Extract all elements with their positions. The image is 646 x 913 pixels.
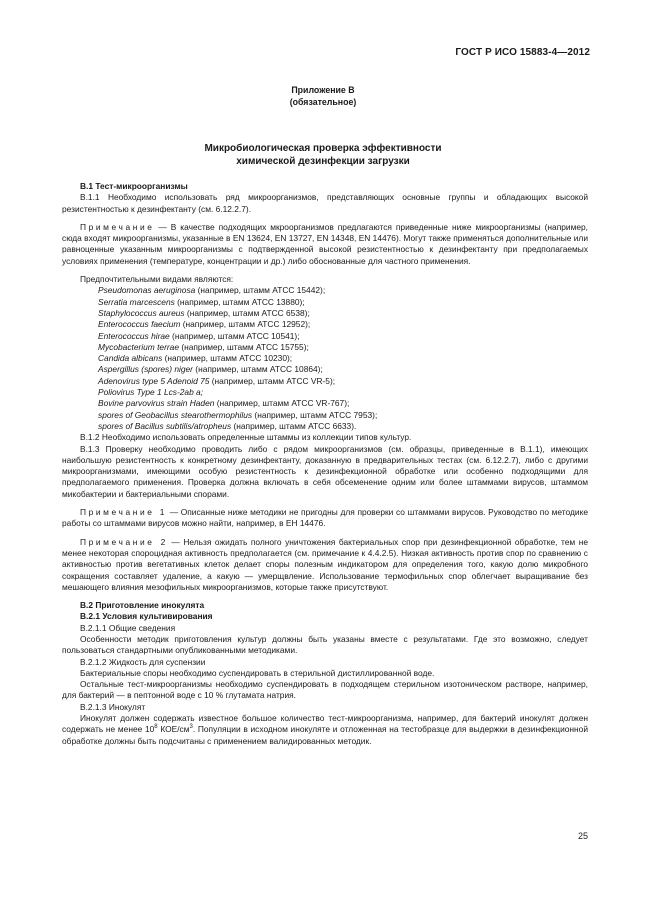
text-part: . Популяции в исходном инокуляте и отложенная на тестобразце для выдержки в дезинфекционной обработке должны быть подсчитаны с применением валидированных методик. bbox=[62, 724, 588, 746]
organism-name: Candida albicans bbox=[98, 353, 163, 364]
paragraph: В.1.3 Проверку необходимо проводить либо с рядом микроорганизмов (см. образцы, приведенные в В.1.1), имеющих наибольшую резистентность к конкретному дезинфектанту, доказанную в предварительных тестах (см. 6.12.2.7), либо с другими микроорганизмами, имеющими особую резистентность к дезинфекционной обработке или особенно подходящими для предполагаемого применения. Проверка должна включать в себя обсеменение одним или более штаммами вирусов, штаммом микобактерии и бактериальными спорами. bbox=[62, 443, 588, 499]
organism-item bbox=[80, 319, 588, 330]
organism-name: Staphylococcus aureus bbox=[98, 307, 185, 318]
paragraph: Остальные тест-микроорганизмы необходимо суспендировать в подходящем стерильном изотоническом растворе, например, для бактерий — в пептонной воде с 10 % глутамата натрия. bbox=[62, 679, 588, 701]
organism-name: Poliovirus Type 1 Lcs-2ab a; bbox=[98, 387, 204, 398]
list-intro: Предпочтительными видами являются: bbox=[80, 274, 234, 285]
note bbox=[62, 507, 588, 530]
paragraph bbox=[62, 713, 588, 747]
organism-name: Bovine parvovirus strain Haden bbox=[98, 398, 215, 409]
organism-list bbox=[62, 274, 588, 432]
organism-strain: (например, штамм АТСС 13880); bbox=[174, 296, 305, 307]
document-title-line2: химической дезинфекции загрузки bbox=[236, 156, 410, 167]
note-label: Примечание bbox=[80, 221, 155, 232]
text-part: Инокулят должен содержать известное большое количество тест-микроорганизма, например, для бактерий инокулят должен содержать не менее 10 bbox=[62, 713, 588, 735]
subsection-heading: В.2.1 Условия культивирования bbox=[80, 611, 213, 622]
paragraph: В.1.1 Необходимо использовать ряд микроорганизмов, представляющих основные группы и обладающих высокой резистентностью к дезинфектанту (см. 6.12.2.7). bbox=[62, 192, 588, 214]
subsection-title: В.2.1.3 Инокулят bbox=[80, 701, 146, 712]
organism-name: Adenovirus type 5 Adenoid 75 bbox=[98, 375, 210, 386]
organism-item bbox=[80, 376, 588, 387]
note-label: Примечание 2 bbox=[80, 536, 168, 547]
subsection-title: В.2.1.2 Жидкость для суспензии bbox=[80, 656, 206, 667]
organism-item bbox=[80, 342, 588, 353]
organism-item bbox=[80, 353, 588, 364]
organism-item bbox=[80, 387, 588, 398]
organism-name: Mycobacterium terrae bbox=[98, 341, 179, 352]
page-number: 25 bbox=[577, 831, 588, 841]
organism-strain: (например, штамм АТСС VR-767); bbox=[214, 398, 350, 409]
note-text: — Нельзя ожидать полного уничтожения бактериальных спор при дезинфекционной обработке, тем не менее некоторая спороцидная активность предполагается (см. примечание к 4.4.2.5). Низкая активность против спор по сравнению с активностью против вегетативных клеток делает споры полезным индикатором для определения того, какую долю микробного сокращения составляет удаление, а какую — умерщвление. Использование термофильных спор облегчает выращивание без мешающего влияния мезофильных микроорганизмов, которые также присутствуют. bbox=[62, 536, 588, 592]
organism-strain: (например, штамм АТСС 12952); bbox=[180, 319, 311, 330]
superscript: 8 bbox=[154, 724, 158, 731]
organism-item bbox=[80, 297, 588, 308]
organism-item bbox=[80, 421, 588, 432]
organism-name: spores of Geobacillus stearothermophilus bbox=[98, 409, 253, 420]
annex-heading bbox=[0, 85, 646, 108]
organism-name: spores of Bacillus subtilis/atropheus bbox=[98, 420, 232, 431]
organism-item bbox=[80, 364, 588, 375]
document-title-line1: Микробиологическая проверка эффективности bbox=[204, 143, 442, 154]
document-body bbox=[62, 181, 588, 747]
note bbox=[62, 537, 588, 593]
note-text: — В качестве подходящих мкроорганизмов предлагаются приведенные ниже микроорганизмы (например, сюда входят микроорганизмы, указанные в EN 13624, EN 13727, EN 14348, EN 14476). Могут также применяться дополнительные или равноценные указанным микроорганизмы с подтвержденной высокой резистентностью к дезинфектанту при предполагаемых условиях применения (температуре, концентрации и др.) либо обоснованные для частного применения. bbox=[62, 221, 588, 266]
paragraph: Бактериальные споры необходимо суспендировать в стерильной дистиллированной воде. bbox=[80, 667, 435, 678]
annex-status: (обязательное) bbox=[289, 96, 357, 107]
text-part: КОЕ/см bbox=[157, 724, 190, 735]
organism-name: Enterococcus faecium bbox=[98, 319, 181, 330]
organism-name: Serratia marcescens bbox=[98, 296, 175, 307]
organism-strain: (например, штамм АТСС 10541); bbox=[169, 330, 300, 341]
section-heading: В.2 Приготовление инокулята bbox=[80, 600, 205, 611]
subsection-title: В.2.1.1 Общие сведения bbox=[80, 622, 176, 633]
organism-item bbox=[80, 410, 588, 421]
organism-name: Pseudomonas aeruginosa bbox=[98, 285, 196, 296]
superscript: 3 bbox=[189, 724, 193, 731]
organism-strain: (например, штамм АТСС 6538); bbox=[184, 307, 310, 318]
organism-strain: (например, штамм АТСС 10864); bbox=[192, 364, 323, 375]
paragraph: Особенности методик приготовления культур должны быть указаны вместе с результатами. Где это возможно, следует пользоваться стандартными опубликованными методиками. bbox=[62, 633, 588, 656]
organism-strain: (например, штамм АТСС 10230); bbox=[162, 353, 293, 364]
note bbox=[62, 222, 588, 267]
organism-strain: (например, штамм АТСС 15442); bbox=[195, 285, 326, 296]
organism-item bbox=[80, 398, 588, 409]
organism-strain: (например, штамм АТСС 7953); bbox=[252, 409, 378, 420]
standard-number: ГОСТ Р ИСО 15883-4—2012 bbox=[455, 47, 590, 58]
organism-item bbox=[80, 308, 588, 319]
organism-name: Enterococcus hirae bbox=[98, 330, 170, 341]
organism-strain: (например, штамм АТСС 15755); bbox=[179, 341, 309, 352]
organism-strain: (например, штамм АТСС 6633). bbox=[231, 420, 357, 431]
organism-item bbox=[80, 285, 588, 296]
section-heading: В.1 Тест-микроорганизмы bbox=[80, 181, 188, 191]
document-title bbox=[0, 142, 646, 168]
organism-name: Aspergillus (spores) niger bbox=[98, 364, 193, 375]
organism-item bbox=[80, 331, 588, 342]
organism-strain: (например, штамм АТСС VR-5); bbox=[209, 375, 336, 386]
annex-title: Приложение В bbox=[291, 85, 355, 95]
note-text: — Описанные ниже методики не пригодны для проверки со штаммами вирусов. Руководство по методике работы со штаммами вирусов можно найти, например, в ЕН 14476. bbox=[62, 507, 588, 529]
note-label: Примечание 1 bbox=[80, 507, 168, 518]
paragraph: В.1.2 Необходимо использовать определенные штаммы из коллекции типов культур. bbox=[80, 432, 412, 443]
